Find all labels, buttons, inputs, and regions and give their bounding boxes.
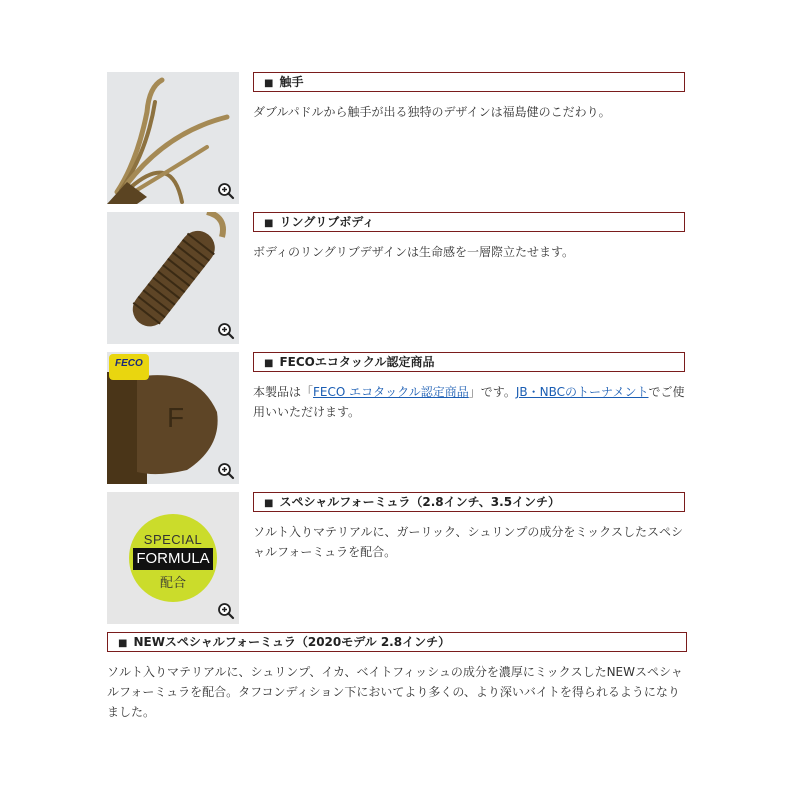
svg-text:F: F xyxy=(167,402,185,433)
zoom-in-icon[interactable] xyxy=(217,182,235,200)
ring-rib-body-image[interactable] xyxy=(107,212,239,344)
feature-special-formula xyxy=(107,492,687,625)
tentacle-image[interactable] xyxy=(107,72,239,204)
feco-image[interactable] xyxy=(107,352,239,484)
desc-text: 」です。 xyxy=(468,385,516,399)
heading-marker: ■ xyxy=(264,498,274,509)
zoom-in-icon[interactable] xyxy=(217,462,235,480)
desc-text: でご使用いいただけます。 xyxy=(253,385,685,419)
heading-marker: ■ xyxy=(264,358,274,369)
feature-feco xyxy=(107,352,687,485)
formula-haigo-text: 配合 xyxy=(159,576,186,591)
feco-badge-text: FECO xyxy=(115,358,143,369)
tournament-link[interactable]: JB・NBCのトーナメント xyxy=(515,385,649,399)
feature-description: ダブルパドルから触手が出る独特のデザインは福島健のこだわり。 xyxy=(253,105,611,119)
heading-marker: ■ xyxy=(264,218,274,229)
feature-description: ソルト入りマテリアルに、ガーリック、シュリンプの成分をミックスしたスペシャルフォーミュラを配合。 xyxy=(253,525,683,559)
feature-heading xyxy=(253,72,685,92)
heading-text: NEWスペシャルフォーミュラ（2020モデル 2.8インチ） xyxy=(133,635,451,649)
heading-text: スペシャルフォーミュラ（2.8インチ、3.5インチ） xyxy=(279,495,561,509)
zoom-in-icon[interactable] xyxy=(217,602,235,620)
heading-text: リングリブボディ xyxy=(279,215,375,229)
feature-ring-rib-body xyxy=(107,212,687,345)
desc-text: 本製品は「 xyxy=(253,385,314,399)
feature-description: ボディのリングリブデザインは生命感を一層際立たせます。 xyxy=(253,245,575,259)
zoom-in-icon[interactable] xyxy=(217,322,235,340)
feature-tentacle xyxy=(107,72,687,205)
feco-certified-link[interactable]: FECO エコタックル認定商品 xyxy=(313,385,469,399)
feature-heading xyxy=(253,492,685,512)
formula-special-text: SPECIAL xyxy=(143,532,203,547)
special-formula-image[interactable] xyxy=(107,492,239,624)
formula-band-text: FORMULA xyxy=(133,548,213,570)
heading-marker: ■ xyxy=(118,638,128,649)
heading-text: 触手 xyxy=(279,75,304,89)
heading-text: FECOエコタックル認定商品 xyxy=(279,355,435,369)
feature-heading xyxy=(253,212,685,232)
feature-heading xyxy=(253,352,685,372)
heading-marker: ■ xyxy=(264,78,274,89)
new-formula-description: ソルト入りマテリアルに、シュリンプ、イカ、ベイトフィッシュの成分を濃厚にミックスしたNEWスペシャルフォーミュラを配合。タフコンディション下においてより多くの、より深いバイトを得られるようになりました。 xyxy=(107,665,683,719)
new-formula-heading xyxy=(107,632,687,652)
feature-description xyxy=(253,382,685,422)
feco-badge xyxy=(109,354,149,380)
